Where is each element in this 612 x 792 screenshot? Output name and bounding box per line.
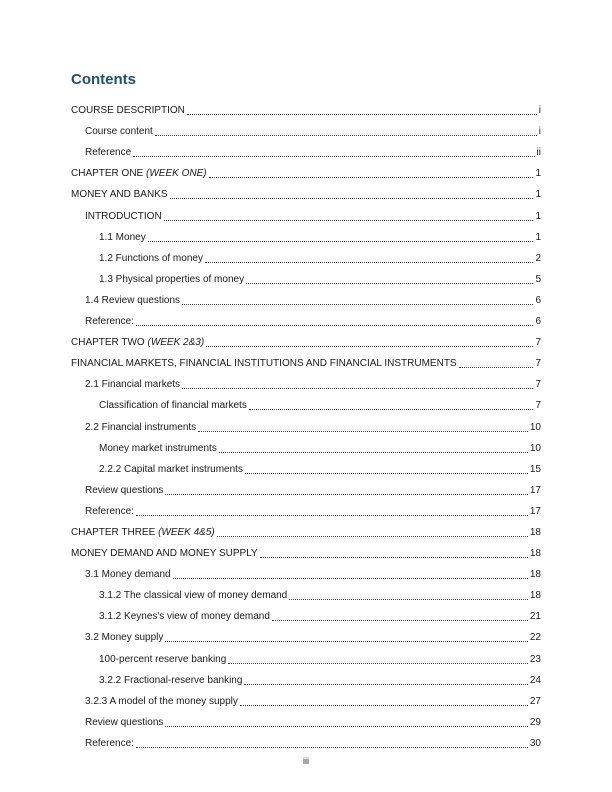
toc-dot-leader bbox=[209, 177, 534, 178]
toc-entry-label: 1.3 Physical properties of money bbox=[99, 273, 245, 285]
toc-dot-leader bbox=[245, 473, 528, 474]
toc-entry-label: CHAPTER THREE (WEEK 4&5) bbox=[71, 526, 215, 538]
toc-entry-label: FINANCIAL MARKETS, FINANCIAL INSTITUTIONS AND FINANCIAL INSTRUMENTS bbox=[71, 358, 457, 370]
toc-entry bbox=[71, 97, 541, 118]
toc-entry bbox=[71, 498, 541, 519]
toc-entry bbox=[71, 730, 541, 751]
toc-entry bbox=[71, 224, 541, 245]
toc-entry-page-number: 10 bbox=[529, 442, 541, 454]
toc-entry-page-number: 29 bbox=[529, 716, 541, 728]
toc-entry-page-number: 1 bbox=[535, 231, 541, 243]
toc-entry bbox=[71, 519, 541, 540]
toc-entry-page-number: 2 bbox=[535, 252, 541, 264]
toc-entry bbox=[71, 477, 541, 498]
toc-entry bbox=[71, 160, 541, 181]
toc-entry-page-number: 18 bbox=[529, 590, 541, 602]
toc-entry bbox=[71, 624, 541, 645]
toc-entry-label: 2.1 Financial markets bbox=[85, 379, 181, 391]
toc-entry-label: 3.1.2 Keynes's view of money demand bbox=[99, 611, 270, 623]
toc-entry bbox=[71, 688, 541, 709]
toc-entry bbox=[71, 202, 541, 223]
toc-dot-leader bbox=[459, 367, 534, 368]
toc-entry bbox=[71, 181, 541, 202]
toc-entry-label: MONEY AND BANKS bbox=[71, 189, 168, 201]
toc-entry-page-number: 6 bbox=[535, 316, 541, 328]
toc-entry bbox=[71, 350, 541, 371]
toc-entry bbox=[71, 435, 541, 456]
toc-entry-page-number: 18 bbox=[529, 548, 541, 560]
toc-entry-label: Reference bbox=[85, 147, 132, 159]
toc-dot-leader bbox=[165, 494, 528, 495]
toc-entry-page-number: 1 bbox=[535, 189, 541, 201]
toc-dot-leader bbox=[165, 726, 528, 727]
toc-entry bbox=[71, 540, 541, 561]
toc-entry bbox=[71, 392, 541, 413]
toc-entry bbox=[71, 709, 541, 730]
toc-dot-leader bbox=[164, 220, 534, 221]
toc-entry bbox=[71, 645, 541, 666]
toc-entry-page-number: 6 bbox=[535, 294, 541, 306]
toc-entry bbox=[71, 456, 541, 477]
toc-entry-page-number: 7 bbox=[535, 358, 541, 370]
toc-entry bbox=[71, 308, 541, 329]
toc-entry-label: COURSE DESCRIPTION bbox=[71, 105, 185, 117]
toc-entry bbox=[71, 603, 541, 624]
toc-entry-page-number: 7 bbox=[535, 379, 541, 391]
toc-entry bbox=[71, 266, 541, 287]
toc-entry-page-number: 18 bbox=[529, 526, 541, 538]
toc-dot-leader bbox=[182, 304, 533, 305]
toc-dot-leader bbox=[272, 620, 528, 621]
toc-entry bbox=[71, 329, 541, 350]
toc-entry-label: INTRODUCTION bbox=[85, 210, 162, 222]
toc-entry-label: CHAPTER ONE (WEEK ONE) bbox=[71, 168, 207, 180]
page-number-footer: iii bbox=[303, 756, 309, 766]
toc-entry-page-number: 7 bbox=[535, 400, 541, 412]
toc-entry-label: Money market instruments bbox=[99, 442, 217, 454]
toc-entry-page-number: 18 bbox=[529, 569, 541, 581]
toc-dot-leader bbox=[136, 515, 528, 516]
toc-entry-page-number: 7 bbox=[535, 337, 541, 349]
toc-entry bbox=[71, 245, 541, 266]
toc-entry-label: 3.2.3 A model of the money supply bbox=[85, 695, 238, 707]
toc-entry-label: 3.1 Money demand bbox=[85, 569, 171, 581]
toc-entry-page-number: 1 bbox=[535, 210, 541, 222]
toc-dot-leader bbox=[165, 641, 527, 642]
toc-entry-label: 3.2.2 Fractional-reserve banking bbox=[99, 674, 243, 686]
toc-entry-label: Reference: bbox=[85, 737, 134, 749]
toc-entry-label: 1.1 Money bbox=[99, 231, 146, 243]
toc-entry-label: 2.2.2 Capital market instruments bbox=[99, 463, 243, 475]
toc-entry bbox=[71, 667, 541, 688]
toc-entry bbox=[71, 139, 541, 160]
toc-dot-leader bbox=[219, 452, 528, 453]
toc-entry-label: Reference: bbox=[85, 316, 134, 328]
toc-entry bbox=[71, 118, 541, 139]
toc-dot-leader bbox=[228, 663, 528, 664]
toc-entry-page-number: ii bbox=[536, 147, 541, 159]
table-of-contents bbox=[71, 97, 541, 751]
toc-entry-page-number: 22 bbox=[529, 632, 541, 644]
toc-entry-label: Classification of financial markets bbox=[99, 400, 247, 412]
toc-dot-leader bbox=[249, 409, 534, 410]
toc-dot-leader bbox=[260, 557, 528, 558]
toc-dot-leader bbox=[240, 705, 528, 706]
toc-entry-page-number: i bbox=[538, 126, 541, 138]
toc-dot-leader bbox=[289, 599, 528, 600]
toc-entry-page-number: 15 bbox=[529, 463, 541, 475]
toc-entry-page-number: 1 bbox=[535, 168, 541, 180]
toc-entry-page-number: 17 bbox=[529, 505, 541, 517]
toc-dot-leader bbox=[170, 198, 534, 199]
toc-dot-leader bbox=[136, 747, 528, 748]
toc-entry-label: CHAPTER TWO (WEEK 2&3) bbox=[71, 337, 205, 349]
toc-entry-label: Reference: bbox=[85, 505, 134, 517]
toc-dot-leader bbox=[217, 536, 528, 537]
toc-dot-leader bbox=[187, 114, 537, 115]
toc-entry-label: Review questions bbox=[85, 716, 164, 728]
toc-entry-page-number: 30 bbox=[529, 737, 541, 749]
toc-entry-label: 3.1.2 The classical view of money demand bbox=[99, 590, 288, 602]
toc-entry-label: 100-percent reserve banking bbox=[99, 653, 227, 665]
toc-dot-leader bbox=[136, 325, 534, 326]
toc-dot-leader bbox=[173, 578, 528, 579]
toc-entry bbox=[71, 413, 541, 434]
toc-entry-page-number: 21 bbox=[529, 611, 541, 623]
toc-dot-leader bbox=[155, 135, 537, 136]
toc-entry-label: 3.2 Money supply bbox=[85, 632, 164, 644]
toc-dot-leader bbox=[198, 431, 528, 432]
toc-entry bbox=[71, 287, 541, 308]
toc-entry-label: 2.2 Financial instruments bbox=[85, 421, 197, 433]
toc-dot-leader bbox=[148, 241, 534, 242]
toc-dot-leader bbox=[246, 283, 533, 284]
toc-dot-leader bbox=[133, 156, 534, 157]
toc-entry-page-number: i bbox=[538, 105, 541, 117]
toc-entry-page-number: 10 bbox=[529, 421, 541, 433]
page-title: Contents bbox=[71, 71, 136, 88]
toc-entry-label: Course content bbox=[85, 126, 153, 138]
toc-entry bbox=[71, 561, 541, 582]
toc-entry-page-number: 24 bbox=[529, 674, 541, 686]
toc-dot-leader bbox=[182, 388, 533, 389]
toc-entry-page-number: 23 bbox=[529, 653, 541, 665]
toc-entry bbox=[71, 582, 541, 603]
toc-entry-label: 1.2 Functions of money bbox=[99, 252, 203, 264]
toc-entry-label: MONEY DEMAND AND MONEY SUPPLY bbox=[71, 548, 258, 560]
toc-entry bbox=[71, 371, 541, 392]
toc-entry-label: 1.4 Review questions bbox=[85, 294, 181, 306]
toc-dot-leader bbox=[205, 262, 533, 263]
toc-entry-label: Review questions bbox=[85, 484, 164, 496]
toc-entry-page-number: 27 bbox=[529, 695, 541, 707]
toc-entry-page-number: 5 bbox=[535, 273, 541, 285]
toc-entry-page-number: 17 bbox=[529, 484, 541, 496]
toc-dot-leader bbox=[244, 684, 527, 685]
toc-dot-leader bbox=[206, 346, 533, 347]
